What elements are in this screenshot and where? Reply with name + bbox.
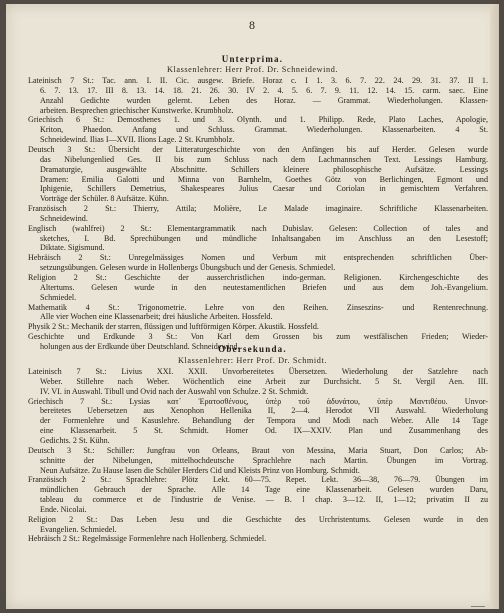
text-line: Neun Aufsätze. Zu Hause lasen die Schüler Herders Cid und Kleists Prinz von Homburg. Schmidt. (40, 465, 360, 475)
text-line: Diktate. Sigismund. (40, 243, 105, 253)
text-line: Altertums. Gelesen wurde in den neutestamentlichen Briefen und aus dem Joh.-Evangelium. (40, 282, 488, 292)
text-line: Hebräisch 2 St.: Regelmässige Formenlehre nach Hollenberg. Schmiedel. (28, 534, 267, 544)
text-line: Schneidewind. Ilias I—XVII. Ilions Lage. 2 St. Krumbholz. (40, 135, 235, 145)
page-edge-mark (471, 606, 485, 607)
text-line: Englisch (wahlfrei) 2 St.: Elementargrammatik nach Dubislav. Gelesen: Collection of tales and (28, 223, 488, 233)
text-line: bereitetes Uebersetzen aus Xenophon Hellenika II, 2—4. Herodot VII Auswahl. Wiederholung (40, 406, 488, 416)
text-line: Anzahl Gedichte wurden gelernt. Leben des Horaz. — Grammat. Wiederholungen. Klassen- (40, 95, 488, 105)
class-teacher-unterprima: Klassenlehrer: Herr Prof. Dr. Schneidewind. (166, 65, 339, 74)
text-line: arbeiten. Besprechen griechischer Kunstwerke. Krumbholz. (40, 105, 234, 115)
text-line: Lateinisch 7 St.: Tac. ann. I. II. Cic. ausgew. Briefe. Horaz c. I 1. 3. 6. 7. 22. 24. 29. 31. 37. II 1. (28, 76, 488, 85)
text-line: Religion 2 St.: Das Leben Jesu und die Geschichte des Urchristentums. Gelesen wurde in den (28, 514, 488, 524)
text-line: Kriton, Phaedon. Anfang und Schluss. Grammat. Wiederholungen. Klassenarbeiten. 4 St. (40, 125, 488, 135)
text-line: Vorträge der Schüler. 8 Aufsätze. Kühn. (40, 194, 169, 204)
text-line: Dramen: Emilia Galotti und Minna von Barnhelm, Goethes Götz von Berlichingen, Egmont und (40, 174, 488, 184)
text-line: Schmiedel. (40, 292, 77, 302)
text-line: Schneidewind. (40, 213, 88, 223)
text-line: Religion 2 St.: Geschichte der ausserchristlichen indo-german. Religionen. Kirchengeschichte des (28, 273, 488, 282)
text-line: mündlichen Gebrauch der Sprache. Alle 14 Tage eine Klassenarbeit. Gelesen wurden Daru, (40, 485, 488, 495)
book-page (6, 4, 499, 609)
text-line: Physik 2 St.: Mechanik der starren, flüssigen und luftförmigen Körper. Akustik. Hossfeld. (28, 322, 319, 332)
text-line: Deutsch 3 St.: Übersicht der Litteraturgeschichte von den Anfängen bis auf Herder. Gelesen wurde (28, 144, 488, 154)
text-line: Weber. Stillehre nach Weber. Wöchentlich eine Arbeit zur Durchsicht. 5 St. Vergil Aen. III. (40, 376, 488, 386)
page-number: 8 (249, 18, 256, 32)
text-line: Geschichte und Erdkunde 3 St.: Von Karl dem Grossen bis zum westfälischen Frieden; Wieder- (28, 332, 488, 342)
text-line: setzungsübungen. Gelesen wurde in Hollenbergs Übungsbuch und der Genesis. Schmiedel. (40, 263, 336, 273)
text-line: Dramaturgie, ausgewählte Abschnitte. Schillers kleinere philosophische Aufsätze. Lessings (40, 164, 488, 174)
text-line: Französisch 2 St.: Thierry, Attila; Molière, Le Malade imaginaire. Schriftliche Klassenarbeiten. (28, 204, 488, 214)
text-line: Evangelien. Schmiedel. (40, 524, 117, 534)
text-line: Ende. Nicolai. (40, 504, 87, 514)
heading-obersekunda: Obersekunda. (218, 344, 287, 354)
text-line: holungen aus der Erdkunde über Deutschland. Schneidewind. (40, 341, 240, 351)
text-line: Mathematik 4 St.: Trigonometrie. Lehre von den Reihen. Zinseszins- und Rentenrechnung. (28, 302, 488, 312)
text-line: Griechisch 7 St.: Lysias κατ᾽ Ἐρατοσθένους, ὑπὲρ τοῦ ἀδυνάτου, ὑπὲρ Μαντιθέου. Unvor- (28, 396, 488, 406)
text-line: das Nibelungenlied Ges. II bis zum Schluss nach dem Lachmannschen Text. Lessings Hamburg. (40, 154, 488, 164)
text-line: tableau du commerce et de l'industrie de Venise. — B. l chap. 3—12. II, 1—12; privatim II zu (40, 495, 488, 505)
text-line: Französisch 2 St.: Sprachlehre: Plötz Lekt. 60—75. Repet. Lekt. 36—38, 76—79. Übungen im (28, 475, 488, 485)
text-line: der Formenlehre und Kasuslehre. Behandlung der Tempora und Modi nach Weber. Alle 14 Tage (40, 416, 488, 426)
text-line: Hebräisch 2 St.: Unregelmässiges Nomen und Verbum mit entsprechenden schriftlichen Über- (28, 253, 488, 263)
text-line: Iphigenie, Schillers Demetrius, Shakespeares Julius Caesar und Coriolan in gemischtem Verfahren. (40, 184, 488, 194)
text-line: sketches, I. Bd. Sprechübungen und mündliche Inhaltsangaben im Anschluss an den Lesestoff; (40, 233, 488, 243)
heading-unterprima: Unterprima. (221, 54, 284, 64)
text-line: Deutsch 3 St.: Schiller: Jungfrau von Orleans, Braut von Messina, Maria Stuart, Don Carlos; Ab- (28, 445, 488, 455)
class-teacher-obersekunda: Klassenlehrer: Herr Prof. Dr. Schmidt. (178, 356, 327, 365)
text-line: schnitte der Nibelungen, mittelhochdeutsche Sprachlehre nach Martin. Übungen im Vortrag. (40, 455, 488, 465)
text-line: IV. VI. in Auswahl. Tibull und Ovid nach der Auswahl von Schulze. 2 St. Schmidt. (40, 386, 309, 396)
text-line: 6. 7. 13. 17. III 8. 13. 14. 18. 21. 26. 30. IV 2. 4. 5. 6. 7. 9. 11. 12. 14. 15. carm. saec. Eine (40, 85, 488, 95)
text-line: Griechisch 6 St.: Demosthenes 1. und 3. Olynth. und 1. Philipp. Rede, Plato Laches, Apologie, (28, 115, 488, 125)
text-line: Gedichts. 2 St. Kühn. (40, 435, 110, 445)
text-line: Lateinisch 7 St.: Livius XXI. XXII. Unvorbereitetes Übersetzen. Wiederholung der Satzlehre nach (28, 367, 488, 376)
text-line: eine Klassenarbeit. 5 St. Schmidt. Homer Od. IX—XXIV. Plan und Zusammenhang des (40, 426, 488, 436)
text-line: Alle vier Wochen eine Klassenarbeit; drei häusliche Arbeiten. Hossfeld. (40, 312, 273, 322)
